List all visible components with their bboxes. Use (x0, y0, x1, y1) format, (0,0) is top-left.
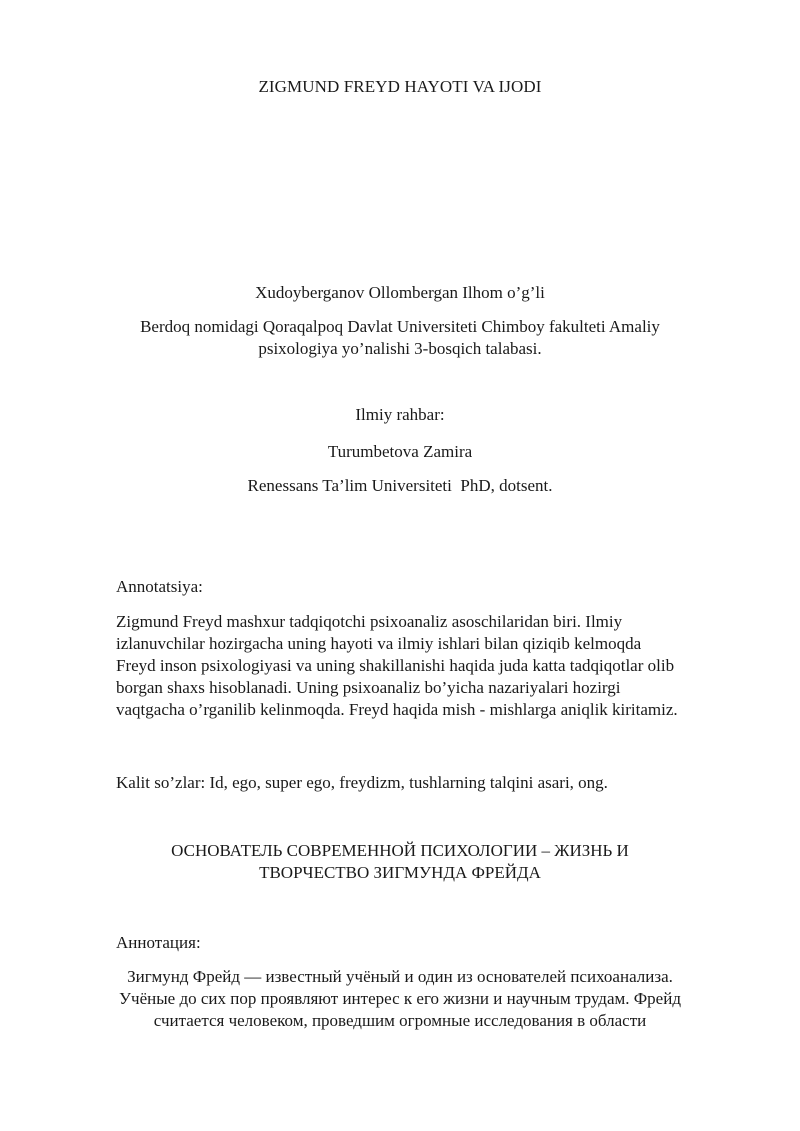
annotation-label: Annotatsiya: (116, 577, 203, 596)
author-affiliation: Berdoq nomidagi Qoraqalpoq Davlat Universiteti Chimboy fakulteti Amaliy psixologiya yo’nalishi 3-bosqich talabasi. (140, 317, 660, 358)
author-name: Xudoyberganov Ollombergan Ilhom o’g’li (255, 283, 545, 302)
keywords: Kalit so’zlar: Id, ego, super ego, freydizm, tushlarning talqini asari, ong. (116, 773, 608, 792)
document-title: ZIGMUND FREYD HAYOTI VA IJODI (258, 77, 542, 96)
russian-title: ОСНОВАТЕЛЬ СОВРЕМЕННОЙ ПСИХОЛОГИИ – ЖИЗНЬ И ТВОРЧЕСТВО ЗИГМУНДА ФРЕЙДА (171, 841, 629, 882)
supervisor-name: Turumbetova Zamira (327, 442, 473, 461)
russian-annotation-label: Аннотация: (116, 933, 201, 952)
russian-annotation-text: Зигмунд Фрейд — известный учёный и один из основателей психоанализа. Учёные до сих пор проявляют интерес к его жизни и научным трудам. Фрейд считается человеком, проведшим огромные исследования в области (119, 967, 681, 1030)
annotation-text: Zigmund Freyd mashxur tadqiqotchi psixoanaliz asoschilaridan biri. Ilmiy izlanuvchilar hozirgacha uning hayoti va ilmiy ishlari bilan qiziqib kelmoqda Freyd inson psixologiyasi va uning shakillanishi haqida juda katta tadqiqotlar olib borgan shaxs hisoblanadi. Uning psixoanaliz bo’yicha nazariyalari hozirgi vaqtgacha o’rganilib kelinmoqda. Freyd haqida mish - mishlarga aniqlik kiritamiz. (116, 612, 678, 719)
supervisor-affiliation: Renessans Ta’lim Universiteti PhD, dotsent. (247, 476, 553, 495)
supervisor-label: Ilmiy rahbar: (355, 405, 445, 424)
